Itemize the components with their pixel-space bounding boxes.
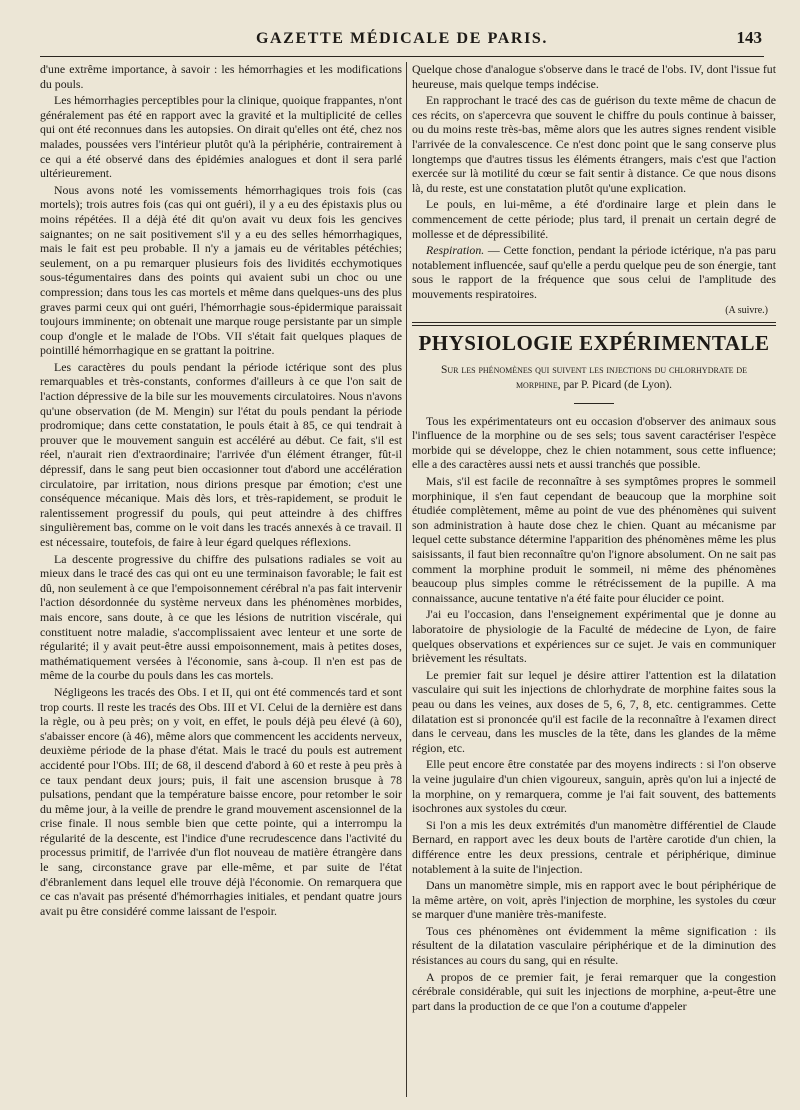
- paragraph: Tous les expérimentateurs ont eu occasion d'observer des animaux sous l'influence de la morphine ou de ses sels; tous savent caractériser l'espèce morbide qui se développe, chez le chien notamment, sous cette influence; elle a des caractères aussi nets et aussi tranchés que possible.: [412, 413, 776, 472]
- paragraph: Mais, s'il est facile de reconnaître à ses symptômes propres le sommeil morphinique, il s'en faut cependant de beaucoup que la morphine soit étudiée complètement, même au point de vue des phénomènes qui suivent son administration à haute dose chez le chien. Quant au mécanisme par lequel cette substance détermine l'apparition des phénomènes même les plus saisissants, il faut bien reconnaître qu'on l'ignore absolument. On ne sait pas comment la morphine produit le sommeil, ni même des phénomènes beaucoup plus simples comme le rétrécissement de la pupille. A ma connaissance, aucune tentative n'a été faite pour élucider ce point.: [412, 474, 776, 605]
- section-title: PHYSIOLOGIE EXPÉRIMENTALE: [418, 331, 770, 356]
- paragraph: A propos de ce premier fait, je ferai remarquer que la congestion cérébrale considérable, qui suit les injections de morphine, a-peut-être une part dans la production de ce que l'on a coutume d'appeler: [412, 969, 776, 1013]
- left-column: [40, 62, 402, 920]
- paragraph: Les hémorrhagies perceptibles pour la clinique, quoique frappantes, n'ont généralement pas été en rapport avec la gravité et la multiplicité de celles qui ont été reconnues dans les autopsies. On dirait qu'elles ont été, chez nos malades, poussées vers l'intérieur plutôt qu'à la périphérie, contrairement à ce qui a été observé dans des épidémies analogues et dont il sera parlé ultérieurement.: [40, 93, 402, 181]
- article-title: Sur les phénomènes qui suivent les injections du chlorhydrate de morphine,: [440, 363, 748, 391]
- article-byline: par P. Picard (de Lyon).: [560, 378, 673, 391]
- paragraph: Le premier fait sur lequel je désire attirer l'attention est la dilatation vasculaire qui suit les injections de chlorhydrate de morphine faites sous la peau ou dans les veines, aux doses de 5, 6, 7, 8, etc. centigrammes. Cette dilatation est si prononcée qu'il est facile de la reconnaître à l'examen direct dans le cerveau, dans les muscles de la tête, dans les glandes de la même région, etc.: [412, 667, 776, 755]
- column-divider: [406, 62, 407, 1097]
- page-header: [40, 26, 764, 57]
- journal-title: GAZETTE MÉDICALE DE PARIS.: [255, 30, 548, 47]
- respiration-text: — Cette fonction, pendant la période ictérique, n'a pas paru notablement influencée, sauf qu'elle a perdu quelque peu de son énergie, tant sous le rapport de la fréquence que sous celui de l'amplitude des mouvements respiratoires.: [412, 243, 776, 301]
- section-separator: [412, 322, 776, 326]
- respiration-label: Respiration.: [426, 243, 485, 258]
- paragraph: Les caractères du pouls pendant la période ictérique sont des plus remarquables et très-constants, conformes d'ailleurs à ce que l'on sait de l'action dépressive de la bile sur les mouvements circulatoires. Nous n'avons qu'une observation (de M. Mengin) sur l'état du pouls pendant la période prodromique; dans cette constatation, le pouls était à 85, ce qui tendrait à prouver que le mouvement sanguin est accéléré au début. Ce fait, s'il est réel, n'aurait rien d'extraordinaire; l'arrivée d'un élément étranger, fût-il dépressif, dans le sang peut bien occasionner tout d'abord une accélération circulatoire, par irritation, nous dirions presque par émotion; c'est une conséquence mécanique. Mais dès lors, et très-rapidement, se produit le ralentissement progressif du pouls, qui peut atteindre à des chiffres singulièrement bas, comme on le voit dans les tracés annexés à ce travail. Il est nécessaire, toutefois, de faire à leur égard quelques réflexions.: [40, 359, 402, 549]
- paragraph: d'une extrême importance, à savoir : les hémorrhagies et les modifications du pouls.: [40, 62, 402, 91]
- paragraph: Elle peut encore être constatée par des moyens indirects : si l'on observe la veine jugulaire d'un chien vigoureux, sanguin, après qu'on lui a injecté de la morphine, on y remarquera, comme je l'ai fait souvent, des battements isochrones aux systoles du cœur.: [412, 757, 776, 816]
- heading-rule: [574, 403, 614, 404]
- page-number: 143: [736, 28, 762, 47]
- article-heading: [418, 363, 770, 393]
- paragraph: Négligeons les tracés des Obs. I et II, qui ont été commencés tard et sont trop courts. Il reste les tracés des Obs. III et VI. Celui de la dernière est dans la règle, ou à peu près; on y voit, en effet, le pouls déjà peu élevé (à 60), s'abaisser encore (à 46), même alors que commencent les accidents nerveux, deuxième période de la phase d'état. Mais le tracé du pouls est autrement accidenté pour l'Obs. III; de 68, il descend d'abord à 60 et reste à peu près à ce taux pendant deux jours; puis, il fait une ascension brusque à 78 pulsations, pendant que la température baisse encore, pour retomber le soir du même jour, à la veille de prendre le grand mouvement ascensionnel de la crise finale. Il nous semble bien que cette pointe, qui a interrompu la régularité de la descente, est l'indice d'une recrudescence dans l'activité du processus primitif, de l'arrivée d'un flot nouveau de matière étrangère dans le sang, circonstance grave par elle-même, et par suite de l'état d'ébranlement dans lequel elle trouve déjà l'économie. On remarquera que ce cas n'avait pas présenté d'hémorrhagies initiales, et pendant quatre jours avait pu être considéré comme laissant de l'espoir.: [40, 684, 402, 918]
- paragraph: Si l'on a mis les deux extrémités d'un manomètre différentiel de Claude Bernard, en rapport avec les deux bouts de l'artère carotide d'un chien, la différence entre les deux pressions, centrale et périphérique, diminue notablement à la suite de l'injection.: [412, 817, 776, 876]
- paragraph: Quelque chose d'analogue s'observe dans le tracé de l'obs. IV, dont l'issue fut heureuse, mais quelque temps indécise.: [412, 62, 776, 91]
- paragraph: Dans un manomètre simple, mis en rapport avec le bout périphérique de la même artère, on voit, après l'injection de morphine, les systoles du cœur se marquer d'une manière très-manifeste.: [412, 878, 776, 922]
- respiration-paragraph: [412, 243, 776, 301]
- to-be-continued: (A suivre.): [725, 304, 768, 316]
- paragraph: J'ai eu l'occasion, dans l'enseignement expérimental que je donne au laboratoire de physiologie de la Faculté de médecine de Lyon, de faire quelques observations et expériences sur ce sujet. Je vais en communiquer brièvement les résultats.: [412, 607, 776, 666]
- paragraph: En rapprochant le tracé des cas de guérison du texte même de chacun de ces récits, on s'apercevra que souvent le chiffre du pouls continue à baisser, ou du moins reste très-bas, même alors que les autres signes rendent visible l'arrivée de la convalescence. Ce n'est donc point que le sang conserve plus longtemps que d'autres tissus les éléments étrangers, mais c'est que l'action exercée sur là motilité du cœur se fait sentir à distance. Ce que nous disons là, du reste, est une constatation plutôt qu'une explication.: [412, 93, 776, 195]
- paragraph: Nous avons noté les vomissements hémorrhagiques trois fois (cas mortels); trois autres fois (cas qui ont guéri), il y a eu des épistaxis plus ou moins répétées. Il a déjà été dit qu'on avait vu deux fois les gencives saignantes; on ne sait positivement s'il y a eu des selles hémorrhagiques, mais le fait est peu probable. Il n'y a jamais eu de véritables pétéchies; seulement, on a pu remarquer plusieurs fois des lividités ecchymotiques sous-tégumentaires dans des points qui avaient subi un choc ou une compression; dans tous les cas mortels et même dans quelques-uns des plus graves parmi ceux qui ont guéri, l'hémorrhagie sous-épidermique paraissait toujours imminente; on obtenait une marque rouge persistante par un simple coup d'ongle et le malade de l'Obs. VII s'était fait quelques plaques de pointillé hémorrhagique en se grattant la poitrine.: [40, 182, 402, 358]
- paragraph: Tous ces phénomènes ont évidemment la même signification : ils résultent de la dilatation vasculaire périphérique et de la diminution des résistances au cours du sang, qui en résulte.: [412, 923, 776, 968]
- paragraph: Le pouls, en lui-même, a été d'ordinaire large et plein dans le commencement de cette période; plus tard, il prenait un certain degré de mollesse et de dépressibilité.: [412, 197, 776, 241]
- paragraph: La descente progressive du chiffre des pulsations radiales se voit au mieux dans le tracé des cas qui ont eu une terminaison favorable; le fait est dû, non seulement à ce que l'empoisonnement cérébral n'a pas fait intervenir l'action désordonnée du système nerveux dans les phénomènes morbides, mais encore, sans doute, à ce que les lésions de nutrition viscérale, qui constituent notre maladie, s'accomplissaient avec lenteur et une sorte de régularité; il y avait peut-être aussi empoisonnement, mais à petites doses, mathématiquement versées à l'économie, sans à-coup. Il n'en est pas de même de la courbe du pouls dans les cas mortels.: [40, 551, 402, 683]
- right-column: [412, 62, 776, 1015]
